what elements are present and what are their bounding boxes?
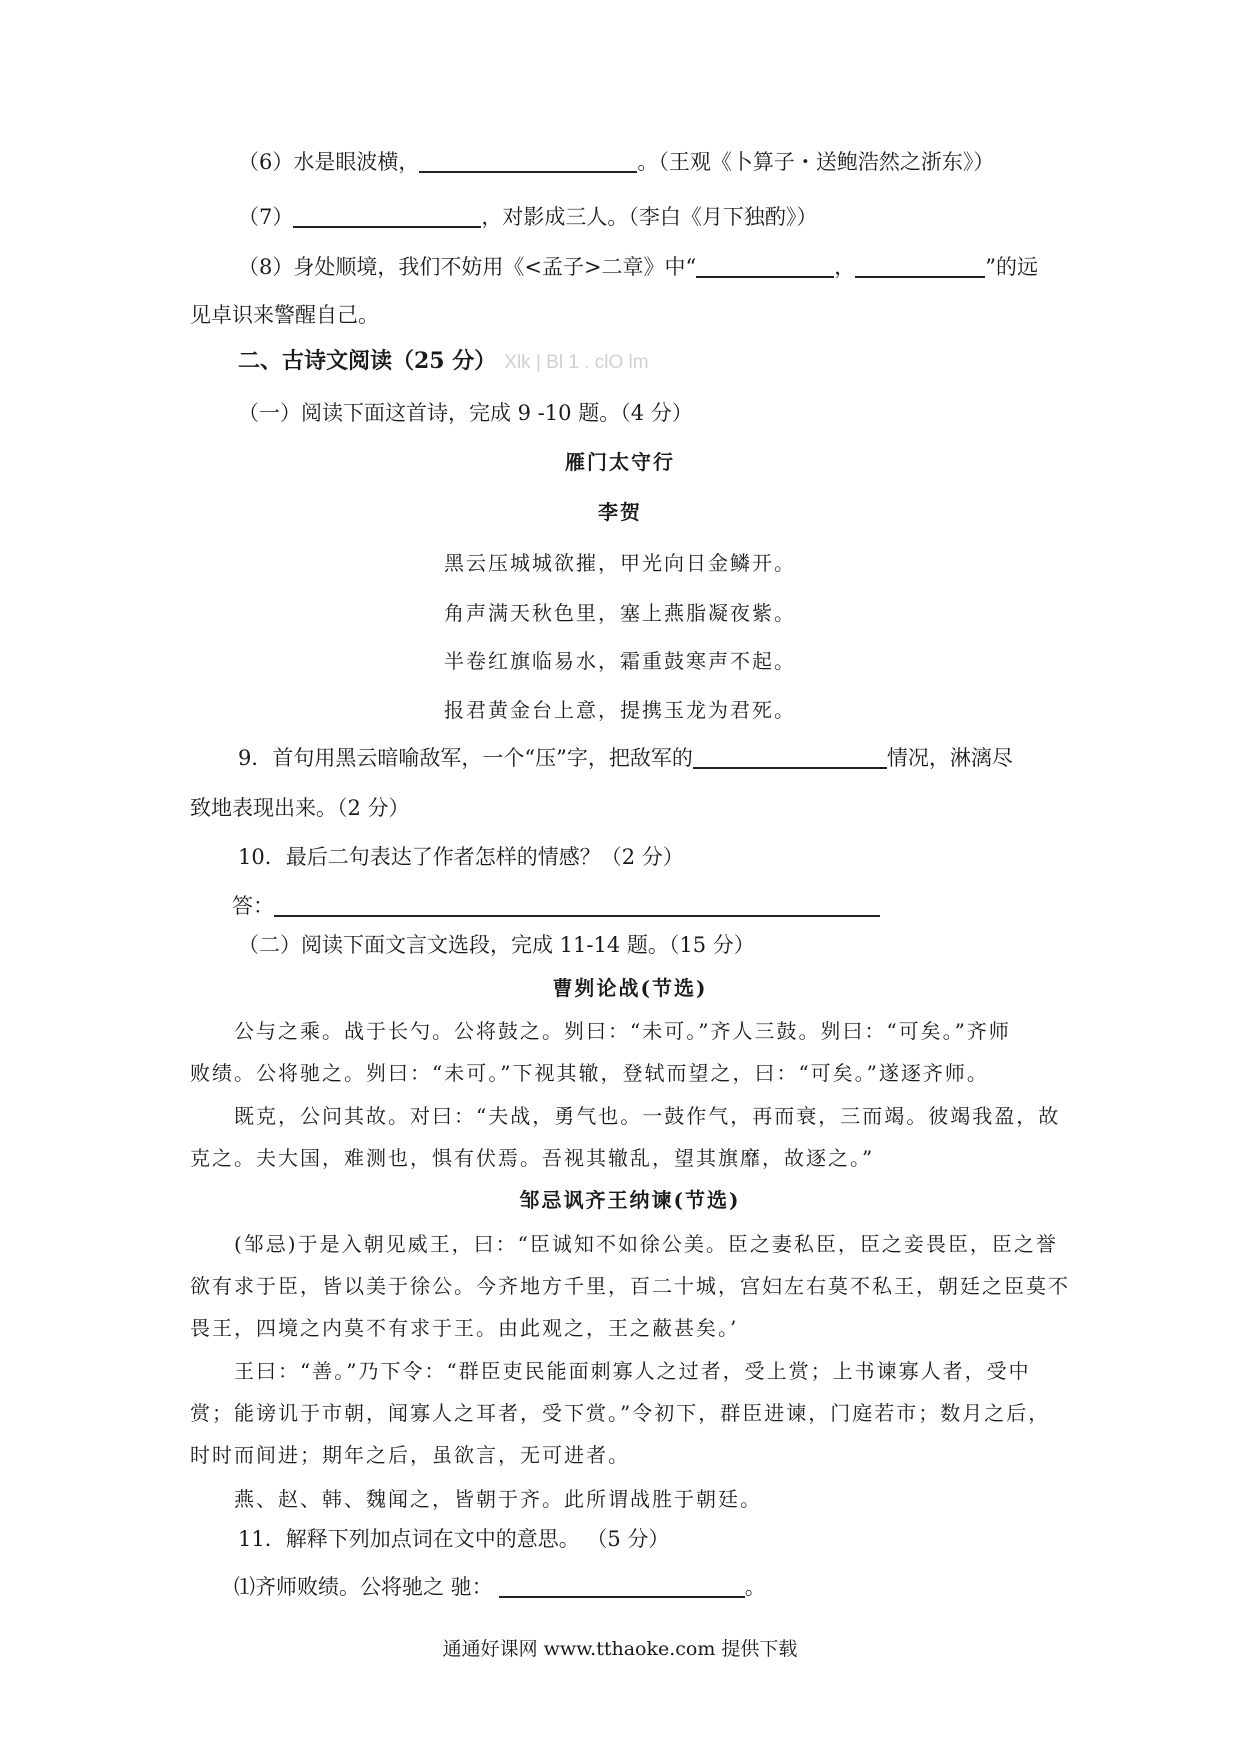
q10-answer-blank[interactable]: [274, 914, 880, 917]
q7-line: [238, 207, 817, 228]
q10-answer-line: [232, 896, 880, 917]
poem-author: 李贺: [598, 500, 642, 524]
text2-title: 邹忌讽齐王纳谏(节选): [519, 1188, 741, 1212]
text2-line-5: 赏；能谤讥于市朝，闻寡人之耳者，受下赏。”令初下，群臣进谏，门庭若市；数月之后，: [190, 1401, 1051, 1425]
q8-prefix: （8）身处顺境，我们不妨用《<孟子>二章》中“: [238, 255, 697, 279]
poem-line-4: 报君黄金台上意，提携玉龙为君死。: [444, 698, 796, 722]
q11-question: 11．解释下列加点词在文中的意思。 （5 分）: [238, 1527, 670, 1551]
q11-sub1-prefix: ⑴齐师败绩。公将驰之 驰：: [234, 1575, 493, 1599]
q6-answer-blank[interactable]: [419, 170, 637, 173]
q7-prefix: （7）: [238, 205, 294, 229]
poem-title: 雁门太守行: [565, 450, 675, 474]
q6-suffix: 。（王观《卜算子・送鲍浩然之浙东》）: [637, 150, 995, 174]
q8-answer-blank-2[interactable]: [855, 275, 985, 278]
text1-title: 曹刿论战(节选): [552, 976, 708, 1000]
text2-line-2: 欲有求于臣，皆以美于徐公。今齐地方千里，百二十城，宫妇左右莫不私王，朝廷之臣莫不: [190, 1274, 1070, 1298]
part1-intro: （一）阅读下面这首诗，完成 9 -10 题。（4 分）: [238, 401, 693, 425]
q6-line: [238, 152, 994, 173]
text2-line-1: (邹忌)于是入朝见威王，曰：“臣诚知不如徐公美。臣之妻私臣，臣之妾畏臣，臣之誉: [234, 1232, 1058, 1256]
q8-suffix: ”的远: [985, 255, 1039, 279]
text1-line-4: 克之。夫大国，难测也，惧有伏焉。吾视其辙乱，望其旗靡，故逐之。”: [190, 1146, 875, 1170]
q9-suffix: 情况，淋漓尽: [886, 746, 1013, 770]
text1-line-3: 既克，公问其故。对曰：“夫战，勇气也。一鼓作气，再而衰，三而竭。彼竭我盈，故: [234, 1104, 1061, 1128]
poem-line-1: 黑云压城城欲摧，甲光向日金鳞开。: [444, 551, 796, 575]
watermark-text: Xlk | Bl 1 . clO lm: [504, 352, 649, 373]
q6-prefix: （6）水是眼波横，: [238, 150, 420, 174]
q8-answer-blank-1[interactable]: [696, 275, 834, 278]
text2-line-6: 时时而间进；期年之后，虽欲言，无可进者。: [190, 1443, 630, 1467]
q7-suffix: ，对影成三人。（李白《月下独酌》）: [481, 205, 818, 229]
poem-line-2: 角声满天秋色里，塞上燕脂凝夜紫。: [444, 601, 796, 625]
text2-line-3: 畏王，四境之内莫不有求于王。由此观之，王之蔽甚矣。’: [190, 1316, 739, 1340]
q10-answer-label: 答：: [232, 894, 274, 918]
q9-line2: 致地表现出来。（2 分）: [190, 796, 410, 820]
section-heading: [238, 350, 649, 372]
q9-answer-blank[interactable]: [693, 766, 887, 769]
q11-sub1-line: [234, 1577, 766, 1598]
q8-line2: 见卓识来警醒自己。: [190, 303, 379, 327]
q9-line: [238, 748, 1013, 769]
q9-prefix: 9．首句用黑云暗喻敌军，一个“压”字，把敌军的: [238, 746, 693, 770]
section-heading-text: 二、古诗文阅读（25 分）: [238, 348, 497, 374]
page-footer: 通通好课网 www.tthaoke.com 提供下载: [442, 1638, 798, 1660]
text1-line-1: 公与之乘。战于长勺。公将鼓之。刿曰：“未可。”齐人三鼓。刿曰：“可矣。”齐师: [234, 1019, 1011, 1043]
q11-sub1-answer-blank[interactable]: [499, 1595, 745, 1598]
q10-question: 10．最后二句表达了作者怎样的情感？（2 分）: [238, 845, 684, 869]
text2-line-7: 燕、赵、韩、魏闻之，皆朝于齐。此所谓战胜于朝廷。: [234, 1487, 762, 1511]
q8-line: [238, 257, 1038, 278]
text1-line-2: 败绩。公将驰之。刿曰：“未可。”下视其辙，登轼而望之，曰：“可矣。”遂逐齐师。: [190, 1061, 989, 1085]
part2-intro: （二）阅读下面文言文选段，完成 11-14 题。（15 分）: [238, 933, 755, 957]
poem-line-3: 半卷红旗临易水，霜重鼓寒声不起。: [444, 649, 796, 673]
text2-line-4: 王曰：“善。”乃下令：“群臣吏民能面刺寡人之过者，受上赏；上书谏寡人者，受中: [234, 1359, 1031, 1383]
q8-mid: ，: [834, 255, 856, 279]
q7-answer-blank[interactable]: [293, 225, 481, 228]
q11-sub1-suffix: 。: [744, 1575, 766, 1599]
